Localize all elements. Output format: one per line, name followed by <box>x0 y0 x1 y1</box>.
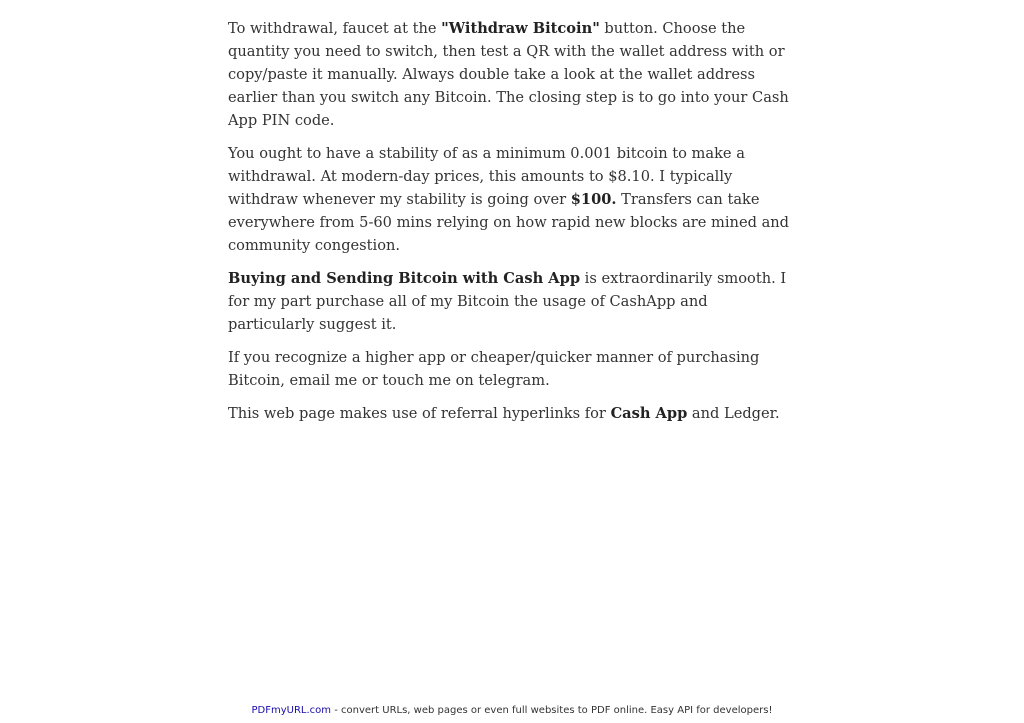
text: and Ledger. <box>687 405 780 422</box>
text: This web page makes use of referral hyperlinks for <box>228 405 611 422</box>
paragraph-referral <box>228 402 798 425</box>
pdf-footer <box>0 705 1024 716</box>
text: If you recognize a higher app or cheaper/quicker manner of purchasing Bitcoin, email me or touch me on telegram. <box>228 349 760 389</box>
bold-text: "Withdraw Bitcoin" <box>441 20 600 37</box>
bold-text: Buying and Sending Bitcoin with Cash App <box>228 270 581 287</box>
text: button. Choose the quantity you need to switch, then test a QR with the wallet address with or copy/paste it manually. Always double take a look at the wallet address earlier than you switch any Bitcoin. The closing step is to go into your Cash App PIN code. <box>228 20 789 129</box>
pdfmyurl-link[interactable]: PDFmyURL.com <box>251 705 332 716</box>
text: To withdrawal, faucet at the <box>228 20 442 37</box>
paragraph-balance <box>228 142 798 257</box>
bold-text: Cash App <box>610 405 688 422</box>
footer-text: - convert URLs, web pages or even full websites to PDF online. Easy API for developers! <box>331 705 773 716</box>
paragraph-buying <box>228 267 798 336</box>
text: is extraordinarily smooth. I for my part purchase all of my Bitcoin the usage of CashApp and particularly suggest it. <box>228 270 787 333</box>
text: You ought to have a stability of as a minimum 0.001 bitcoin to make a withdrawal. At modern-day prices, this amounts to $8.10. I typically withdraw whenever my stability is going over <box>228 145 745 208</box>
paragraph-withdraw <box>228 17 798 132</box>
text: Transfers can take everywhere from 5-60 mins relying on how rapid new blocks are mined and community congestion. <box>228 191 790 254</box>
bold-text: $100. <box>570 191 617 208</box>
paragraph-contact <box>228 346 798 392</box>
article-body <box>228 17 798 435</box>
